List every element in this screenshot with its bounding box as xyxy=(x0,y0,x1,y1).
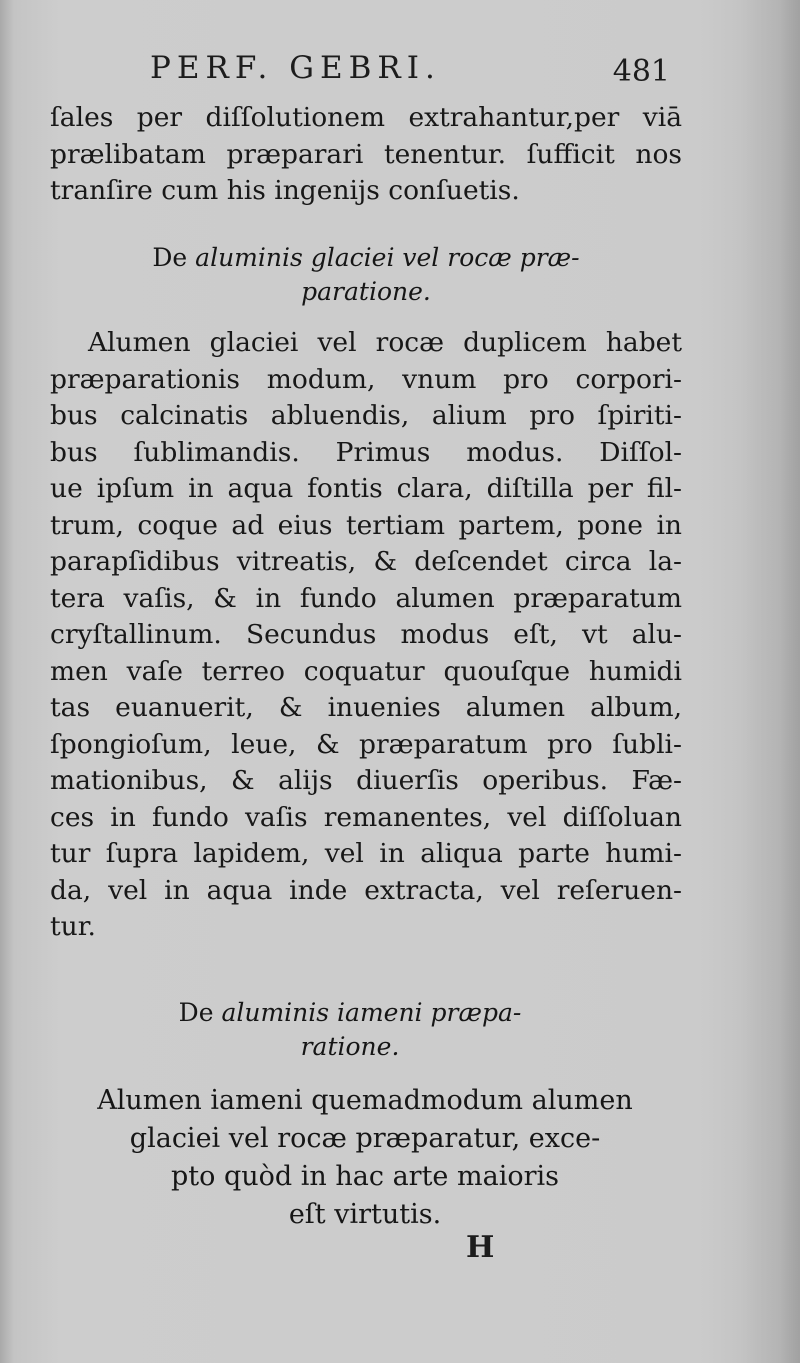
text-line: bus ſublimandis. Primus modus. Diſſol- xyxy=(50,436,682,468)
text-line: parapſidibus vitreatis, & deſcendet circa la- xyxy=(50,546,682,577)
text-line: ue ipſum in aqua fontis clara, diſtilla per fil- xyxy=(50,473,682,504)
heading-line: De aluminis iameni præpa- xyxy=(178,998,522,1027)
text-line: tera vaſis, & in fundo alumen præparatum xyxy=(50,582,682,614)
page-header xyxy=(150,50,670,98)
page-number: 481 xyxy=(612,54,670,89)
running-head: PERF. GEBRI. xyxy=(150,50,441,86)
text-line: tur. xyxy=(50,911,96,942)
text-line: da, vel in aqua inde extracta, vel reſeruen- xyxy=(50,874,682,906)
text-line: ces in fundo vaſis remanentes, vel diſſoluan xyxy=(50,801,682,833)
heading-line: De aluminis glaciei vel rocæ præ- xyxy=(152,243,580,272)
text-line: men vaſe terreo coquatur quouſque humidi xyxy=(50,655,682,687)
text-line: præparationis modum, vnum pro corpori- xyxy=(50,363,682,395)
text-line: cryſtallinum. Secundus modus eſt, vt alu- xyxy=(50,619,682,650)
paragraph-glaciei xyxy=(50,325,682,946)
text-line: tur ſupra lapidem, vel in aliqua parte humi- xyxy=(50,838,682,869)
text-line: tas euanuerit, & inuenies alumen album, xyxy=(50,692,682,723)
text-line: prælibatam præparari tenentur. ſufficit nos xyxy=(50,138,682,170)
text-line: Alumen iameni quemadmodum alumen xyxy=(97,1085,633,1116)
text-line: ſales per diſſolutionem extrahantur,per viā xyxy=(50,102,682,133)
text-line: eſt virtutis. xyxy=(288,1199,442,1230)
text-line: tranſire cum his ingenijs conſuetis. xyxy=(50,175,520,206)
paragraph-opening xyxy=(50,100,682,210)
text-line: pto quòd in hac arte maioris xyxy=(171,1161,559,1192)
heading-line: ratione. xyxy=(300,1032,400,1061)
paragraph-iameni xyxy=(60,1082,670,1234)
text-line: ſpongioſum, leue, & præparatum pro ſubli- xyxy=(50,728,682,760)
page-edge-shadow xyxy=(740,0,800,1363)
heading-line: paratione. xyxy=(301,277,431,306)
text-line: mationibus, & alijs diuerſis operibus. Fæ- xyxy=(50,765,682,796)
text-line: trum, coque ad eius tertiam partem, pone in xyxy=(50,509,682,541)
signature-mark: H xyxy=(466,1230,495,1265)
text-line: glaciei vel rocæ præparatur, exce- xyxy=(129,1123,601,1154)
section-heading-glaciei xyxy=(50,241,682,309)
text-line: bus calcinatis abluendis, alium pro ſpiriti- xyxy=(50,400,682,431)
text-line: Alumen glaciei vel rocæ duplicem habet xyxy=(88,327,682,358)
section-heading-iameni xyxy=(70,996,630,1064)
